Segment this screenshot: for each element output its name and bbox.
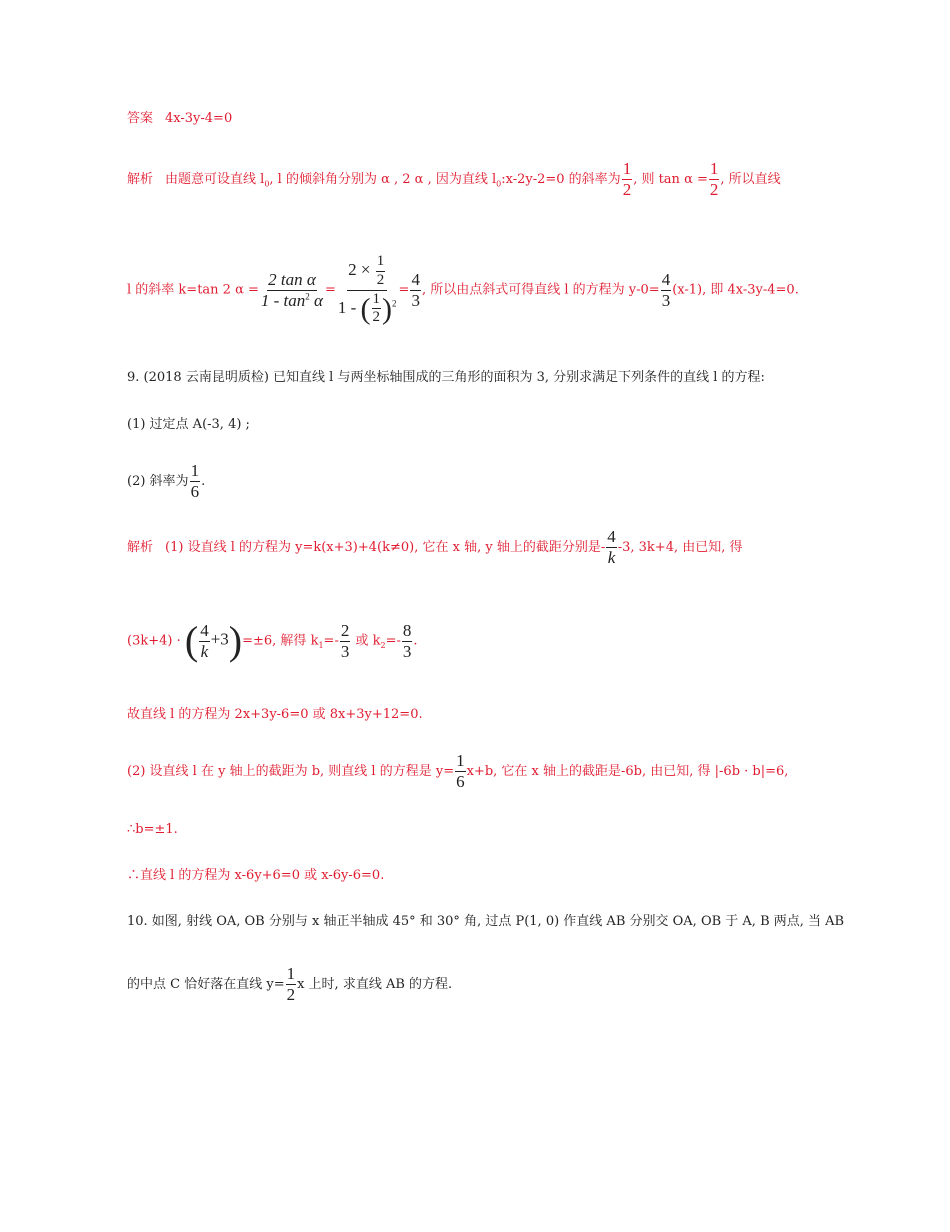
analysis8-line1 — [127, 160, 781, 199]
analysis9-text: 或 k — [351, 633, 381, 649]
analysis9-label: 解析 — [127, 539, 154, 555]
q9-part1: (1) 过定点 A(-3, 4) ; — [127, 417, 250, 432]
fraction-num: 2 tan α — [268, 269, 316, 289]
analysis8-text: l 的斜率 k=tan 2 α = — [127, 282, 259, 298]
answer-label: 答案 — [127, 111, 154, 126]
analysis9-line5: ∴b=±1. — [127, 822, 178, 837]
fraction-num: 4 — [661, 269, 671, 289]
analysis9-text: x+b, 它在 x 轴上的截距是-6b, 由已知, 得 |-6b · b|=6, — [466, 763, 789, 779]
q9-part2 — [127, 462, 205, 501]
fraction-num: 4 — [607, 527, 616, 546]
fraction-den: 2 — [622, 179, 632, 199]
analysis9-text: . — [413, 633, 418, 649]
subscript: 0 — [496, 179, 502, 189]
analysis9-line4 — [127, 752, 788, 791]
superscript: 2 — [392, 298, 397, 308]
equals: = — [324, 282, 336, 298]
fraction-num: 1 — [372, 292, 382, 310]
analysis8-text: (x-1), 即 4x-3y-4=0. — [672, 282, 799, 298]
q10-line1: 10. 如图, 射线 OA, OB 分别与 x 轴正半轴成 45° 和 30° 角, 过点 P(1, 0) 作直线 AB 分别交 OA, OB 于 A, B 两点, 当 AB — [127, 914, 845, 929]
fraction-den: 1 - — [337, 297, 361, 317]
fraction-den: 1 - tan — [260, 290, 306, 310]
fraction — [190, 462, 201, 501]
analysis9-text: =- — [385, 633, 401, 649]
answer-value: 4x-3y-4=0 — [165, 111, 233, 126]
fraction-den: 6 — [190, 481, 200, 501]
fraction — [340, 622, 351, 661]
q10-text: 的中点 C 恰好落在直线 y= — [127, 976, 285, 992]
fraction-den: 3 — [340, 641, 350, 661]
fraction — [606, 528, 617, 567]
analysis8-text: 由题意可设直线 l — [165, 171, 265, 187]
q10-line2 — [127, 965, 452, 1004]
fraction-compound: 2 × $\frac{1}{2}$ 1 - ( $\frac{1}{2}$ )$^2$ — [337, 253, 397, 326]
fraction-num: 2 — [340, 620, 350, 640]
subscript: 0 — [264, 179, 270, 189]
fraction-den: 6 — [456, 771, 465, 791]
analysis9-text: (3k+4) · — [127, 633, 185, 649]
analysis9-text: =±6, 解得 k — [242, 633, 319, 649]
analysis9-line2: (3k+4) · ( $\frac{4}{k}$ +3)=±6, 解得 $k_1=-$ $\frac{2}{3}$ 或 $k_2=-$ $\frac{8}{3}$ . — [127, 618, 418, 663]
analysis8-text: , 所以直线 — [720, 171, 781, 187]
analysis9-line1 — [127, 528, 743, 567]
analysis9-text: (1) 设直线 l 的方程为 y=k(x+3)+4(k≠0), 它在 x 轴, y 轴上的截距分别是- — [165, 539, 606, 555]
fraction — [622, 160, 633, 199]
analysis8-label: 解析 — [127, 171, 154, 187]
subscript: 1 — [318, 641, 324, 651]
subscript: 2 — [380, 641, 386, 651]
fraction-den: 3 — [402, 641, 412, 661]
fraction — [410, 271, 421, 310]
analysis9-text: -3, 3k+4, 由已知, 得 — [617, 539, 743, 555]
fraction-num: 2 × — [348, 260, 375, 280]
fraction-den: k — [607, 547, 616, 567]
fraction-num: 4 — [411, 269, 420, 289]
fraction-num: 1 — [376, 254, 386, 272]
fraction-den: 3 — [411, 290, 420, 310]
superscript: 2 — [305, 290, 310, 301]
analysis8-text: , 所以由点斜式可得直线 l 的方程为 y-0= — [421, 282, 660, 298]
q9-text: . — [201, 473, 206, 489]
analysis8-line2 — [127, 254, 799, 326]
fraction — [402, 622, 413, 661]
analysis9-text: (2) 设直线 l 在 y 轴上的截距为 b, 则直线 l 的方程是 y= — [127, 763, 455, 779]
fraction-num: 1 — [190, 461, 200, 480]
fraction-den: 2 — [286, 984, 296, 1004]
fraction-den: 2 — [372, 309, 381, 326]
equals: = — [398, 282, 410, 298]
analysis8-text: , l 的倾斜角分别为 α , 2 α , 因为直线 l — [269, 171, 497, 187]
fraction-num: 4 — [200, 620, 209, 640]
fraction-num: 1 — [709, 159, 719, 178]
analysis9-text: =- — [323, 633, 339, 649]
fraction — [199, 622, 210, 661]
fraction-den: 2 — [709, 179, 719, 199]
q9-text: (2) 斜率为 — [127, 473, 189, 489]
fraction-num: 1 — [286, 964, 296, 983]
fraction-num: 1 — [622, 159, 632, 178]
fraction — [376, 254, 386, 289]
fraction — [709, 160, 720, 199]
fraction-den: k — [200, 641, 209, 661]
fraction-den: 2 — [376, 271, 385, 288]
fraction-num: 1 — [456, 751, 465, 770]
fraction — [372, 292, 382, 327]
fraction-den: α — [309, 290, 323, 310]
fraction-den: 3 — [661, 290, 671, 310]
analysis9-line6: ∴直线 l 的方程为 x-6y+6=0 或 x-6y-6=0. — [127, 868, 385, 883]
fraction-num: 8 — [402, 620, 412, 640]
analysis8-text: , 则 tan α = — [633, 171, 708, 187]
analysis8-text: :x-2y-2=0 的斜率为 — [501, 171, 621, 187]
fraction-tan2a — [260, 271, 324, 310]
q10-text: x 上时, 求直线 AB 的方程. — [297, 976, 453, 992]
fraction — [286, 965, 297, 1004]
analysis9-line3: 故直线 l 的方程为 2x+3y-6=0 或 8x+3y+12=0. — [127, 707, 423, 722]
plus-three: +3 — [210, 629, 229, 649]
fraction — [455, 752, 466, 791]
q9-title: 9. (2018 云南昆明质检) 已知直线 l 与两坐标轴围成的三角形的面积为 3, 分别求满足下列条件的直线 l 的方程: — [127, 370, 765, 385]
answer-line — [127, 112, 232, 125]
fraction — [661, 271, 672, 310]
